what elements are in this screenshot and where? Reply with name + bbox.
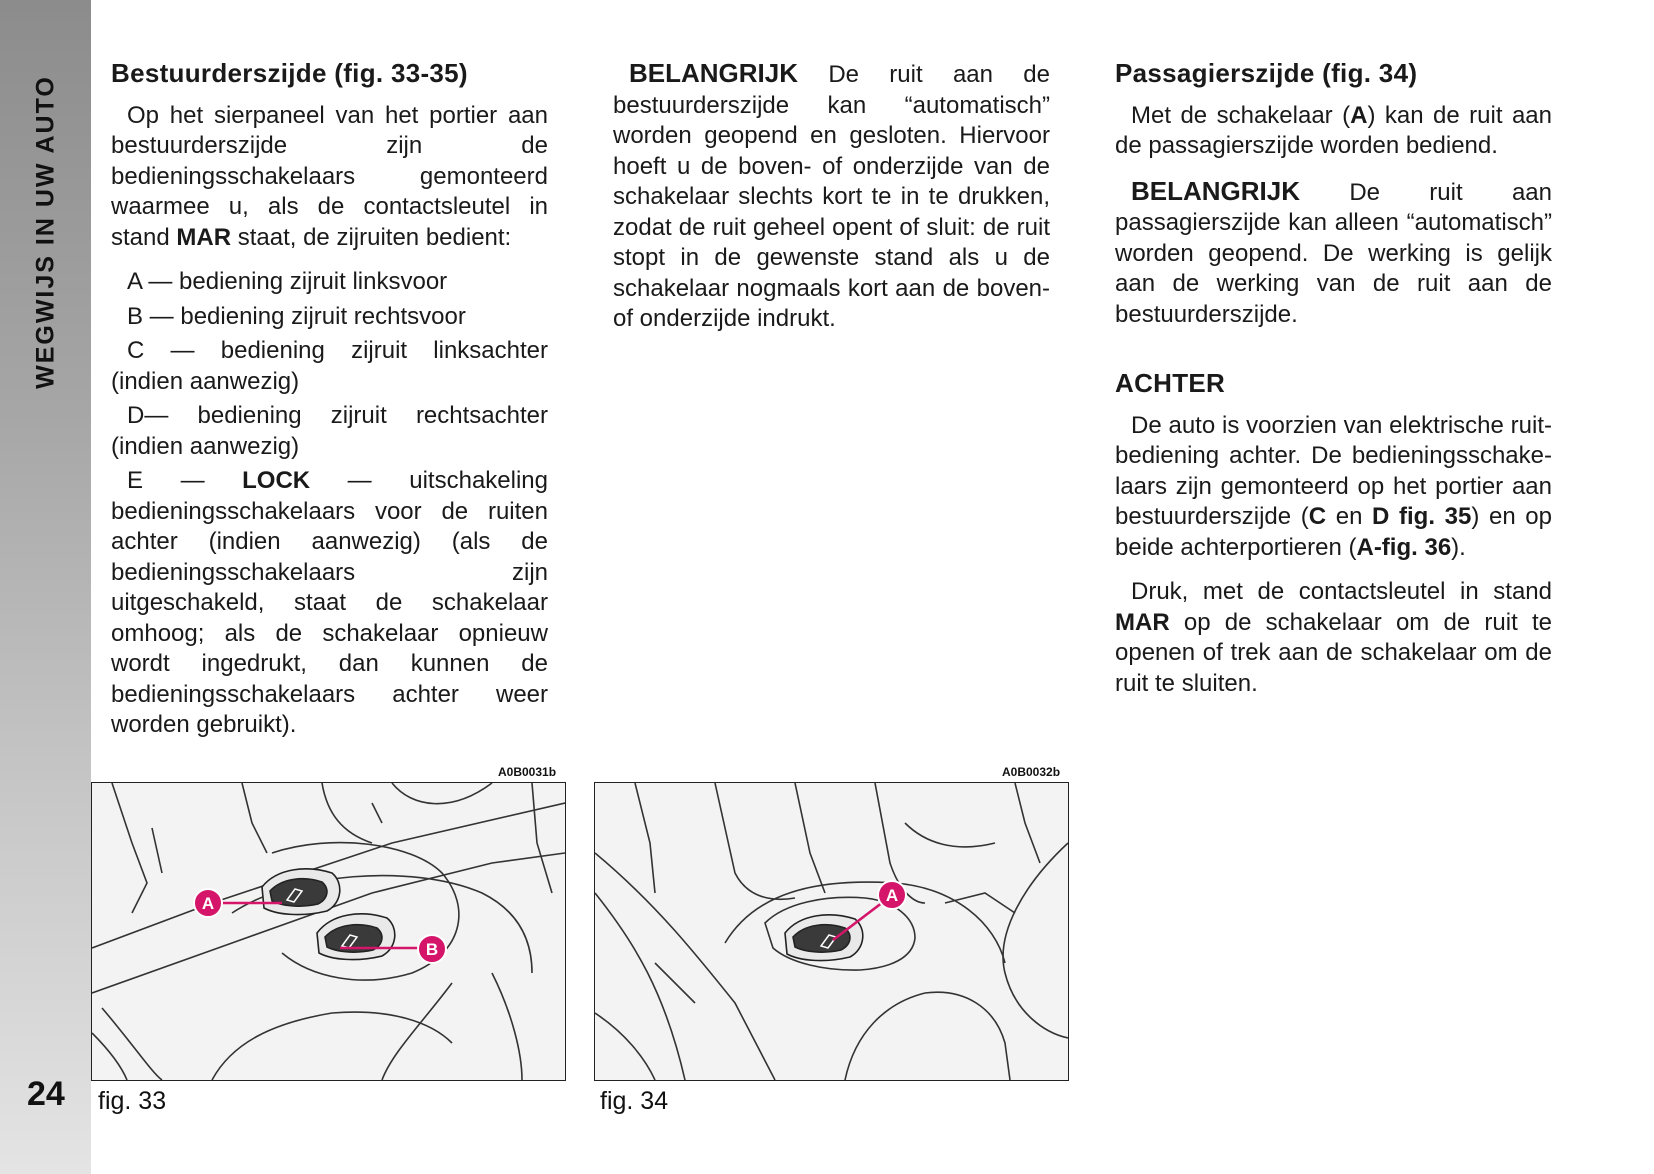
figure-code: A0B0031b (498, 765, 557, 779)
rear-text: De auto is voorzien van elektrische ruitbediening achter. De bedieningsschakelaars zijn gemonteerd op het portier aan bestuurderszijde (C en D fig. 35) en op beide achterportieren (A-fig. 36). (1115, 411, 1552, 561)
heading-passenger-side: Passagierszijde (fig. 34) (1115, 58, 1418, 88)
section-tab-label: WEGWIJS IN UW AUTO (31, 75, 60, 389)
right-column (1115, 58, 1552, 713)
passenger-side-text: Met de schakelaar (A) kan de ruit aan de passagierszijde worden bediend. (1115, 101, 1553, 159)
figure-code: A0B0032b (1002, 765, 1061, 779)
list-item: D— bediening zijruit rechtsachter (indien aanwezig) (111, 402, 548, 460)
middle-column (613, 58, 1050, 349)
callout-label-a: A (885, 886, 899, 905)
rear-operation-text: Druk, met de contactsleutel in stand MAR op de schakelaar om de ruit te openen of trek aan de schakelaar om de ruit te sluiten. (1115, 578, 1552, 697)
callout-label-a: A (201, 894, 215, 913)
list-item: A — bediening zijruit linksvoor (127, 268, 448, 295)
list-item: B — bediening zijruit rechtsvoor (127, 302, 466, 330)
figure-34 (594, 782, 1069, 1081)
figure-33 (91, 782, 566, 1081)
list-item-lock: E — LOCK — uitschakeling bedieningsschakelaars voor de ruiten achter (indien aanwezig) (als de bedieningsschakelaars zijn uitgeschakeld, staat de schakelaar omhoog; als de schakelaar opnieuw wordt ingedrukt, dan kunnen de bedieningsschakelaars achter weer worden gebruikt). (111, 467, 548, 738)
heading-rear: ACHTER (1115, 368, 1226, 398)
page-number: 24 (27, 1075, 65, 1113)
figure-caption: fig. 34 (600, 1087, 669, 1115)
figure-caption: fig. 33 (98, 1087, 167, 1115)
heading-driver-side: Bestuurderszijde (fig. 33-35) (111, 58, 468, 88)
list-item: C — bediening zijruit linksachter (indien aanwezig) (111, 337, 548, 395)
door-panel-switches-illustration (92, 783, 565, 1080)
passenger-door-switch-illustration (595, 783, 1068, 1080)
callout-label-b: B (425, 940, 439, 959)
left-column (111, 58, 548, 741)
driver-side-intro: Op het sierpaneel van het portier aan bestuurderszijde zijn de bedieningsschakelaars gemonteerd waarmee u, als de contactsleutel in stand MAR staat, de zijruiten bedient: (111, 101, 548, 251)
sidebar (0, 0, 91, 1174)
important-note-passenger: BELANGRIJK De ruit aan passagierszijde kan alleen “automatisch” worden geopend. De werking is gelijk aan de werking van de ruit aan de bestuurderszijde. (1115, 175, 1552, 328)
important-note-driver: BELANGRIJK De ruit aan de bestuurderszijde kan “automatisch” worden geopend en gesloten. Hiervoor hoeft u de boven- of onderzijde van de schakelaar slechts kort te in te drukken, zodat de ruit geheel opent of sluit: de ruit stopt in de gewenste stand als u de schakelaar nogmaals kort aan de boven- of onderzijde indrukt. (613, 58, 1050, 332)
